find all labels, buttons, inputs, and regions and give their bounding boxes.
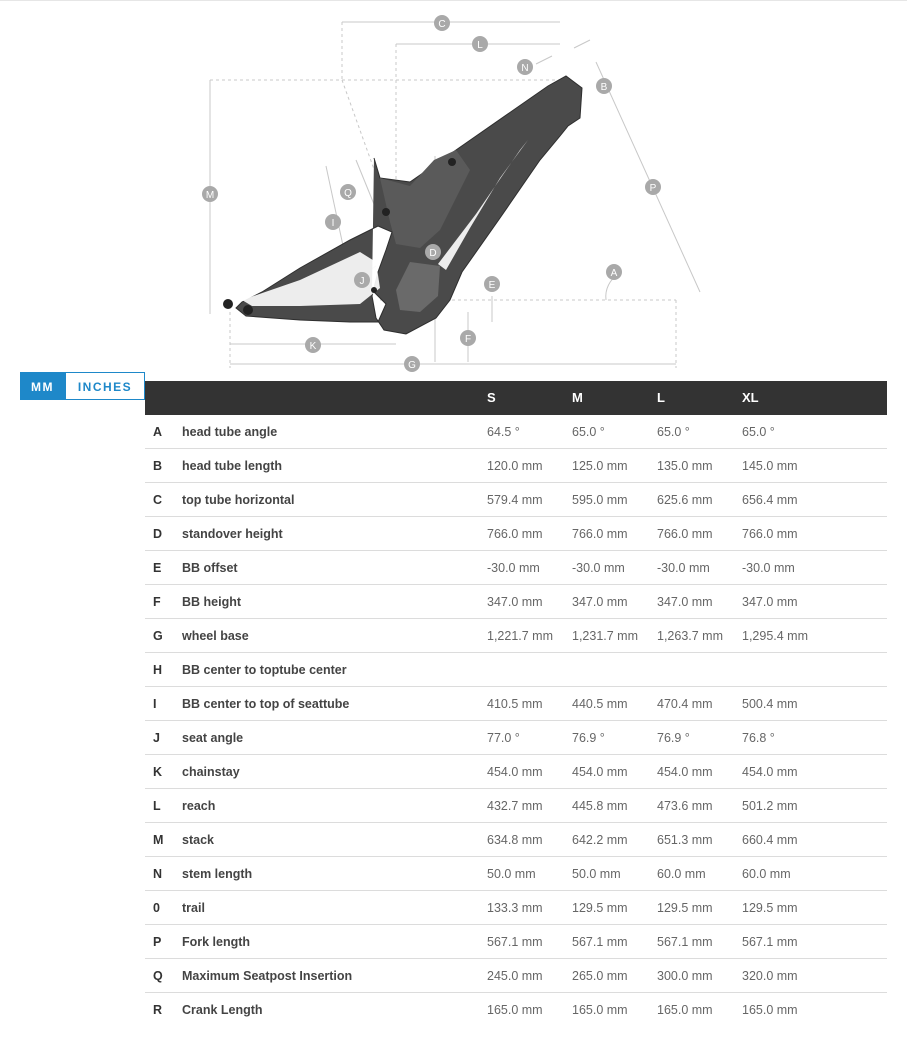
dimension-value: 642.2 mm	[572, 833, 628, 847]
dimension-value: 347.0 mm	[742, 595, 798, 609]
dimension-value: 120.0 mm	[487, 459, 543, 473]
bike-frame	[223, 76, 582, 334]
dimension-value: 300.0 mm	[657, 969, 713, 983]
dimension-letter: J	[153, 731, 160, 745]
badge-a	[606, 264, 622, 280]
dimension-value: 445.8 mm	[572, 799, 628, 813]
badge-q	[340, 184, 356, 200]
svg-text:P: P	[649, 183, 657, 194]
table-row	[145, 721, 887, 755]
dimension-value: 76.9 °	[657, 731, 690, 745]
dimension-value: 470.4 mm	[657, 697, 713, 711]
dimension-value: 567.1 mm	[742, 935, 798, 949]
dimension-name: trail	[182, 901, 205, 915]
table-row	[145, 687, 887, 721]
table-row	[145, 925, 887, 959]
badge-k	[305, 337, 321, 353]
dimension-letter: A	[153, 425, 163, 439]
dimension-name: stem length	[182, 867, 253, 881]
dimension-letter: G	[153, 629, 163, 643]
badge-d	[425, 244, 441, 260]
dimension-value: 76.9 °	[572, 731, 605, 745]
table-row	[145, 619, 887, 653]
unit-toggle	[20, 372, 145, 400]
dimension-value: 165.0 mm	[572, 1003, 628, 1017]
dimension-letter: H	[153, 663, 163, 677]
dimension-name: BB center to toptube center	[182, 663, 347, 677]
dimension-value: 50.0 mm	[572, 867, 621, 881]
badge-i	[325, 214, 341, 230]
dimension-name: Fork length	[182, 935, 251, 949]
table-header	[145, 381, 887, 415]
dimension-value: 77.0 °	[487, 731, 520, 745]
badge-e	[484, 276, 500, 292]
dimension-value: 766.0 mm	[742, 527, 798, 541]
top-divider	[0, 0, 907, 1]
dimension-value: 473.6 mm	[657, 799, 713, 813]
dimension-value: -30.0 mm	[487, 561, 540, 575]
dimension-value: 125.0 mm	[572, 459, 628, 473]
dimension-value: 65.0 °	[657, 425, 690, 439]
table-row	[145, 857, 887, 891]
dimension-value: 432.7 mm	[487, 799, 543, 813]
dimension-value: 1,295.4 mm	[742, 629, 809, 643]
dimension-value: 65.0 °	[572, 425, 605, 439]
svg-text:E: E	[488, 280, 496, 291]
table-row	[145, 789, 887, 823]
dimension-value: 165.0 mm	[742, 1003, 798, 1017]
dimension-name: BB offset	[182, 561, 238, 575]
dimension-value: 410.5 mm	[487, 697, 543, 711]
dimension-value: 567.1 mm	[487, 935, 543, 949]
dimension-value: -30.0 mm	[572, 561, 625, 575]
svg-text:J: J	[359, 276, 365, 287]
dimension-value: 567.1 mm	[657, 935, 713, 949]
table-row	[145, 585, 887, 619]
dimension-letter: F	[153, 595, 161, 609]
dimension-name: stack	[182, 833, 214, 847]
dimension-name: Maximum Seatpost Insertion	[182, 969, 353, 983]
dimension-letter: 0	[153, 901, 160, 915]
dimension-name: chainstay	[182, 765, 240, 779]
dimension-value: 135.0 mm	[657, 459, 713, 473]
badge-m	[202, 186, 218, 202]
mm-unit-button[interactable]: MM	[20, 372, 65, 400]
dimension-value: 595.0 mm	[572, 493, 628, 507]
dimension-value: 454.0 mm	[487, 765, 543, 779]
dimension-letter: I	[153, 697, 157, 711]
dimension-value: 766.0 mm	[487, 527, 543, 541]
dimension-letter: B	[153, 459, 163, 473]
dimension-value: 165.0 mm	[487, 1003, 543, 1017]
table-row	[145, 993, 887, 1027]
column-header-xl: XL	[742, 390, 759, 405]
dimension-value: 634.8 mm	[487, 833, 543, 847]
dimension-value: 320.0 mm	[742, 969, 798, 983]
dimension-letter: L	[153, 799, 161, 813]
dimension-value: -30.0 mm	[657, 561, 710, 575]
dimension-letter: Q	[153, 969, 163, 983]
dimension-value: 567.1 mm	[572, 935, 628, 949]
badge-p	[645, 179, 661, 195]
dimension-value: 1,231.7 mm	[572, 629, 639, 643]
dimension-value: 165.0 mm	[657, 1003, 713, 1017]
frame-geometry-diagram	[180, 8, 740, 372]
dimension-value: 64.5 °	[487, 425, 520, 439]
svg-text:M: M	[205, 190, 215, 201]
badge-b	[596, 78, 612, 94]
dimension-value: 145.0 mm	[742, 459, 798, 473]
badge-l	[472, 36, 488, 52]
dimension-value: 651.3 mm	[657, 833, 713, 847]
geometry-table	[145, 381, 887, 1027]
badge-n	[517, 59, 533, 75]
dimension-value: 656.4 mm	[742, 493, 798, 507]
badge-f	[460, 330, 476, 346]
badge-c	[434, 15, 450, 31]
inches-unit-button[interactable]: INCHES	[65, 372, 145, 400]
dimension-letter: K	[153, 765, 163, 779]
dimension-value: 347.0 mm	[657, 595, 713, 609]
svg-text:Q: Q	[344, 188, 352, 199]
dimension-value: 129.5 mm	[742, 901, 798, 915]
column-header-l: L	[657, 390, 665, 405]
table-row	[145, 415, 887, 449]
dimension-letter: E	[153, 561, 162, 575]
dimension-value: 579.4 mm	[487, 493, 543, 507]
dimension-name: seat angle	[182, 731, 244, 745]
dimension-value: 500.4 mm	[742, 697, 798, 711]
dimension-value: 1,221.7 mm	[487, 629, 554, 643]
dimension-value: 129.5 mm	[572, 901, 628, 915]
column-header-m: M	[572, 390, 583, 405]
dimension-value: 660.4 mm	[742, 833, 798, 847]
dimension-name: head tube length	[182, 459, 282, 473]
dimension-name: BB height	[182, 595, 242, 609]
dimension-letter: P	[153, 935, 162, 949]
dimension-name: head tube angle	[182, 425, 278, 439]
dimension-name: Crank Length	[182, 1003, 263, 1017]
svg-text:F: F	[464, 334, 472, 345]
table-row	[145, 653, 887, 687]
dimension-value: 265.0 mm	[572, 969, 628, 983]
dimension-value: 766.0 mm	[572, 527, 628, 541]
svg-text:K: K	[309, 341, 317, 352]
dimension-value: 1,263.7 mm	[657, 629, 724, 643]
dimension-name: standover height	[182, 527, 283, 541]
svg-text:G: G	[408, 360, 416, 371]
dimension-value: 133.3 mm	[487, 901, 543, 915]
column-header-s: S	[487, 390, 496, 405]
dimension-value: 347.0 mm	[572, 595, 628, 609]
dimension-value: 454.0 mm	[742, 765, 798, 779]
dimension-value: 766.0 mm	[657, 527, 713, 541]
dimension-value: -30.0 mm	[742, 561, 795, 575]
dimension-value: 50.0 mm	[487, 867, 536, 881]
dimension-value: 454.0 mm	[657, 765, 713, 779]
svg-text:L: L	[477, 40, 483, 51]
dimension-value: 501.2 mm	[742, 799, 798, 813]
dimension-value: 60.0 mm	[742, 867, 791, 881]
dimension-value: 440.5 mm	[572, 697, 628, 711]
svg-text:A: A	[610, 268, 618, 279]
dimension-value: 245.0 mm	[487, 969, 543, 983]
table-row	[145, 823, 887, 857]
svg-text:B: B	[600, 82, 608, 93]
badge-j	[354, 272, 370, 288]
dimension-letter: M	[153, 833, 164, 847]
table-row	[145, 551, 887, 585]
table-row	[145, 891, 887, 925]
svg-text:N: N	[521, 63, 529, 74]
dimension-name: top tube horizontal	[182, 493, 295, 507]
table-row	[145, 449, 887, 483]
dimension-letter: C	[153, 493, 163, 507]
dimension-value: 129.5 mm	[657, 901, 713, 915]
dimension-value: 625.6 mm	[657, 493, 713, 507]
dimension-letter: R	[153, 1003, 163, 1017]
table-row	[145, 755, 887, 789]
svg-text:C: C	[438, 19, 446, 30]
dimension-value: 454.0 mm	[572, 765, 628, 779]
dimension-value: 60.0 mm	[657, 867, 706, 881]
dimension-name: BB center to top of seattube	[182, 697, 350, 711]
dimension-name: wheel base	[182, 629, 249, 643]
svg-text:D: D	[429, 248, 437, 259]
table-row	[145, 483, 887, 517]
dimension-letter: N	[153, 867, 163, 881]
dimension-name: reach	[182, 799, 216, 813]
dimension-letter: D	[153, 527, 163, 541]
svg-text:I: I	[331, 218, 335, 229]
table-row	[145, 959, 887, 993]
dimension-value: 76.8 °	[742, 731, 775, 745]
dimension-value: 347.0 mm	[487, 595, 543, 609]
dimension-value: 65.0 °	[742, 425, 775, 439]
table-body	[145, 415, 887, 1027]
badge-g	[404, 356, 420, 372]
table-row	[145, 517, 887, 551]
